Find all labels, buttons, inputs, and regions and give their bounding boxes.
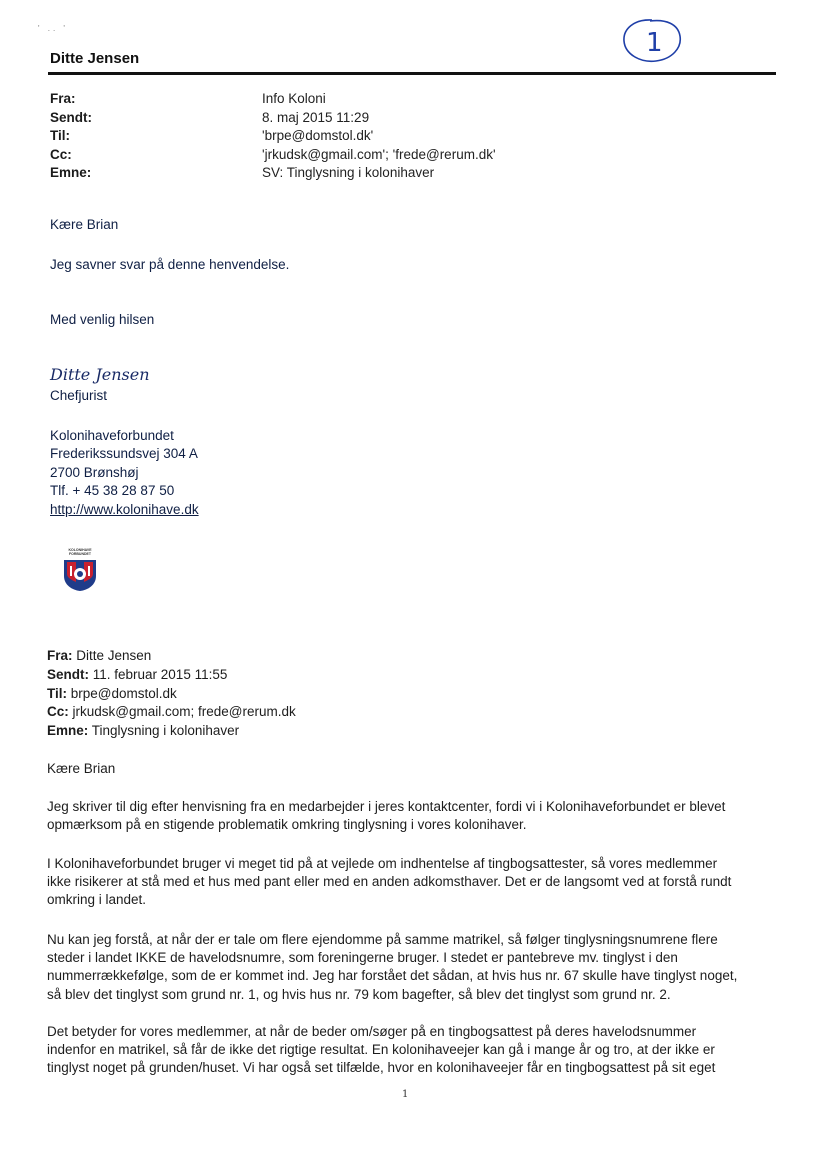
fwd-label: Fra: — [47, 648, 73, 663]
meta-value: SV: Tinglysning i kolonihaver — [262, 165, 435, 180]
fwd-row-to — [47, 685, 296, 704]
org-name: Kolonihaveforbundet — [50, 428, 174, 443]
paragraph-3 — [47, 931, 777, 1004]
meta-value: Info Koloni — [262, 91, 326, 106]
text-line: opmærksom på en stigende problematik omkring tinglysning i vores kolonihaver. — [47, 817, 527, 833]
meta-row-from — [50, 90, 496, 109]
meta-label: Cc: — [50, 146, 72, 162]
meta-value: 8. maj 2015 11:29 — [262, 109, 370, 125]
fwd-value: brpe@domstol.dk — [67, 685, 177, 701]
meta-row-cc — [50, 146, 496, 165]
fwd-row-from — [47, 647, 296, 666]
meta-row-sent — [50, 109, 496, 128]
signature-name: Ditte Jensen — [50, 365, 150, 384]
meta-value: 'jrkudsk@gmail.com'; 'frede@rerum.dk' — [262, 146, 496, 162]
fwd-row-cc — [47, 703, 296, 722]
signature-title: Chefjurist — [50, 388, 108, 403]
forwarded-salutation: Kære Brian — [47, 761, 116, 776]
meta-row-to — [50, 127, 496, 146]
meta-value: 'brpe@domstol.dk' — [262, 128, 374, 143]
reply-salutation: Kære Brian — [50, 217, 119, 232]
fwd-row-subject — [47, 722, 296, 741]
handwritten-page-number — [620, 16, 684, 66]
city: 2700 Brønshøj — [50, 464, 139, 480]
street: Frederikssundsvej 304 A — [50, 446, 198, 462]
fwd-value: Tinglysning i kolonihaver — [88, 723, 240, 739]
paragraph-4 — [47, 1023, 777, 1078]
circled-number: 1 — [646, 28, 663, 58]
logo-shield-icon — [62, 558, 98, 592]
scan-mark: ' .. ' — [38, 24, 68, 33]
text-line: I Kolonihaveforbundet bruger vi meget tid på at vejlede om indhentelse af tingbogsattester, så vores medlemmer — [47, 856, 718, 871]
fwd-label: Cc: — [47, 704, 69, 720]
paragraph-2 — [47, 855, 777, 910]
website-link[interactable]: http://www.kolonihave.dk — [50, 501, 199, 517]
meta-label: Til: — [50, 128, 70, 143]
text-line: nummerrækkefølge, som de er kommet ind. Jeg har forstået det sådan, at hvis hus nr. 67 skulle have tinglyst noget, — [47, 968, 738, 984]
phone: Tlf. + 45 38 28 87 50 — [50, 483, 175, 499]
meta-label: Fra: — [50, 91, 76, 106]
fwd-value: Ditte Jensen — [72, 648, 152, 663]
fwd-value: jrkudsk@gmail.com; frede@rerum.dk — [68, 704, 296, 720]
paragraph-1 — [47, 798, 777, 834]
forwarded-header — [47, 647, 296, 741]
fwd-row-sent — [47, 666, 296, 685]
reply-request: Jeg savner svar på denne henvendelse. — [50, 257, 290, 272]
text-line: Nu kan jeg forstå, at når der er tale om flere ejendomme på samme matrikel, så følger tinglysningsnumrene flere — [47, 932, 718, 947]
page-number: 1 — [402, 1089, 409, 1100]
signature-address — [50, 427, 199, 519]
fwd-value: 11. februar 2015 11:55 — [89, 666, 228, 682]
text-line: så blev det tinglyst som grund nr. 1, og hvis hus nr. 79 kom bagefter, så blev det tinglyst som grund nr. 2. — [47, 986, 671, 1002]
meta-row-subject — [50, 164, 496, 183]
text-line: Jeg skriver til dig efter henvisning fra en medarbejder i jeres kontaktcenter, fordi vi i Kolonihaveforbundet er blevet — [47, 799, 726, 814]
kolonihaveforbundet-logo — [60, 548, 100, 594]
header-rule — [48, 72, 776, 75]
logo-text: KOLONIHAVE FORBUNDET — [68, 548, 92, 556]
text-line: steder i landet IKKE de havelodsnumre, som foreningerne bruger. I stedet er pantebreve mv. tinglyst i den — [47, 950, 678, 966]
fwd-label: Emne: — [47, 723, 89, 739]
text-line: Det betyder for vores medlemmer, at når de beder om/søger på en tingbogsattest på deres havelodsnummer — [47, 1024, 697, 1039]
meta-label: Sendt: — [50, 109, 92, 125]
email-meta — [50, 90, 496, 183]
text-line: indenfor en matrikel, så får de ikke det rigtige resultat. En kolonihaveejer kan gå i mange år og tro, at der ikke er — [47, 1042, 715, 1058]
text-line: tinglyst noget på grunden/huset. Vi har også set tilfælde, hvor en kolonihaveejer får en tingbogsattest på sit eget — [47, 1060, 716, 1076]
fwd-label: Sendt: — [47, 666, 89, 682]
email-header-name: Ditte Jensen — [50, 50, 140, 67]
text-line: omkring i landet. — [47, 892, 147, 908]
reply-closing: Med venlig hilsen — [50, 312, 155, 327]
meta-label: Emne: — [50, 165, 92, 180]
text-line: ikke risikerer at stå med et hus med pant eller med en anden adkomsthaver. Det er de langsomt ved at forstå rundt — [47, 874, 732, 890]
fwd-label: Til: — [47, 685, 67, 701]
